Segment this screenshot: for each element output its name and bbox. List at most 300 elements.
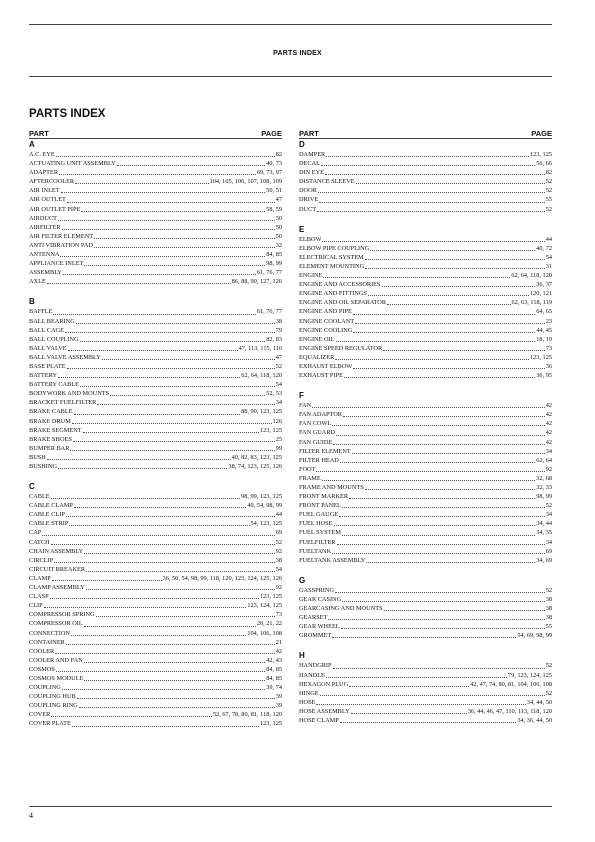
dot-leader <box>333 444 544 445</box>
index-entry <box>299 595 552 604</box>
index-entry <box>29 389 282 398</box>
index-entry <box>29 444 282 453</box>
index-entry <box>29 629 282 638</box>
entry-page-refs: 50 <box>275 214 282 222</box>
dot-leader <box>312 407 545 408</box>
dot-leader <box>340 462 535 463</box>
entry-part-name: HOSE ASSEMBLY <box>299 707 350 715</box>
entry-part-name: CABLE STRIP <box>29 520 69 528</box>
entry-part-name: BUMPER BAR <box>29 444 70 452</box>
index-entry <box>29 528 282 537</box>
entry-part-name: FUEL GAUGE <box>299 511 339 519</box>
dot-leader <box>61 192 266 193</box>
entry-page-refs: 34, 35 <box>536 529 552 537</box>
entry-part-name: ADAPTER <box>29 169 59 177</box>
dot-leader <box>60 256 265 257</box>
dot-leader <box>366 562 535 563</box>
entry-page-refs: 39, 74 <box>266 684 282 692</box>
dot-leader <box>317 211 545 212</box>
entry-page-refs: 123, 125 <box>259 426 282 434</box>
entry-page-refs: 52 <box>545 187 552 195</box>
index-entry <box>299 168 552 177</box>
index-entry <box>299 671 552 680</box>
index-entry <box>29 168 282 177</box>
index-entry <box>29 610 282 619</box>
index-entry <box>299 150 552 159</box>
entry-page-refs: 58, 59 <box>266 205 282 213</box>
entry-part-name: DOOR <box>299 187 317 195</box>
entry-page-refs: 123, 124, 125 <box>247 602 282 610</box>
entry-page-refs: 39 <box>275 693 282 701</box>
dot-leader <box>353 332 535 333</box>
section-letter: B <box>29 297 35 307</box>
entry-page-refs: 38, 74, 123, 125, 126 <box>228 463 282 470</box>
entry-part-name: CLAMP ASSEMBLY <box>29 584 85 592</box>
entry-page-refs: 42 <box>545 429 552 437</box>
entry-part-name: DECAL <box>299 160 320 168</box>
index-entry <box>29 556 282 565</box>
dot-leader <box>75 183 208 184</box>
dot-leader <box>328 619 544 620</box>
entry-page-refs: 120, 121 <box>529 290 552 298</box>
index-entry <box>299 631 552 640</box>
dot-leader <box>335 359 529 360</box>
entry-page-refs: 82 <box>275 151 282 158</box>
entry-part-name: BATTERY <box>29 372 57 380</box>
dot-leader <box>83 432 259 433</box>
index-entry <box>29 159 282 168</box>
dot-leader <box>76 323 275 324</box>
entry-part-name: GEARSET <box>299 614 328 622</box>
entry-part-name: FUEL HOSE <box>299 520 333 528</box>
dot-leader <box>318 192 545 193</box>
entry-page-refs: 42 <box>275 647 282 655</box>
entry-page-refs: 20, 21, 22 <box>256 620 282 628</box>
dot-leader <box>84 662 265 663</box>
entry-part-name: BALL BEARING <box>29 317 75 325</box>
entry-part-name: COMPRESSOR SPRING <box>29 611 95 619</box>
section-letter: A <box>29 140 35 149</box>
dot-leader <box>343 416 545 417</box>
dot-leader <box>319 202 544 203</box>
entry-part-name: FOOT <box>299 465 316 473</box>
index-entry <box>29 674 282 683</box>
index-entry <box>29 683 282 692</box>
dot-leader <box>349 686 469 687</box>
entry-part-name: COVER PLATE <box>29 720 71 728</box>
entry-page-refs: 42 <box>545 402 552 410</box>
index-entry <box>29 150 282 159</box>
dot-leader <box>326 156 529 157</box>
entry-page-refs: 42, 47, 74, 80, 81, 104, 106, 108 <box>470 680 552 688</box>
entry-page-refs: 34 <box>545 447 552 455</box>
entry-page-refs: 56, 66 <box>536 160 552 168</box>
dot-leader <box>387 304 510 305</box>
section-letter: E <box>299 224 305 234</box>
entry-page-refs: 126 <box>272 417 282 425</box>
dot-leader <box>323 277 510 278</box>
index-entry <box>29 335 282 344</box>
index-entry <box>299 438 552 447</box>
index-entry <box>299 707 552 716</box>
dot-leader <box>50 598 259 599</box>
index-entry <box>29 592 282 601</box>
entry-page-refs: 86, 88, 90, 127, 126 <box>231 278 282 286</box>
index-entry <box>299 661 552 670</box>
section-letter: H <box>299 651 305 661</box>
entry-page-refs: 79 <box>275 326 282 334</box>
entry-page-refs: 34 <box>275 399 282 407</box>
dot-leader <box>353 368 544 369</box>
entry-part-name: DAMPER <box>299 151 326 158</box>
dot-leader <box>96 616 275 617</box>
entry-page-refs: 34, 44 <box>536 520 552 528</box>
entry-page-refs: 62, 64 <box>536 456 552 464</box>
entry-page-refs: 54 <box>545 253 552 261</box>
entry-page-refs: 61, 76, 77 <box>256 308 282 316</box>
index-entry <box>29 583 282 592</box>
entry-part-name: CLIP <box>29 602 43 610</box>
entry-part-name: FILTER ELEMENT <box>299 447 351 455</box>
entry-page-refs: 44 <box>275 511 282 519</box>
entry-page-refs: 34 <box>545 511 552 519</box>
index-entry <box>29 519 282 528</box>
dot-leader <box>321 165 535 166</box>
index-entry <box>29 362 282 371</box>
dot-leader <box>72 423 272 424</box>
index-entry <box>29 371 282 380</box>
index-entry <box>299 401 552 410</box>
right-sections <box>299 140 552 725</box>
dot-leader <box>73 441 275 442</box>
index-entry <box>29 665 282 674</box>
index-entry <box>29 241 282 250</box>
entry-page-refs: 73 <box>545 344 552 352</box>
dot-leader <box>68 350 238 351</box>
dot-leader <box>53 314 255 315</box>
dot-leader <box>325 174 545 175</box>
dot-leader <box>72 726 259 727</box>
dot-leader <box>322 480 536 481</box>
index-entry <box>299 474 552 483</box>
index-entry <box>29 380 282 389</box>
index-entry <box>29 565 282 574</box>
entry-page-refs: 84, 85 <box>266 665 282 673</box>
footer-rule <box>29 806 552 807</box>
entry-part-name: HOSE <box>299 698 316 706</box>
dot-leader <box>353 314 535 315</box>
index-section <box>299 140 552 214</box>
entry-page-refs: 54 <box>275 381 282 389</box>
index-entry <box>299 244 552 253</box>
index-entry <box>299 492 552 501</box>
entry-page-refs: 82, 83 <box>266 335 282 343</box>
dot-leader <box>333 668 545 669</box>
dot-leader <box>66 644 275 645</box>
dot-leader <box>67 202 275 203</box>
index-entry <box>299 371 552 380</box>
index-entry <box>29 638 282 647</box>
entry-part-name: CLASP <box>29 593 49 601</box>
index-entry <box>29 710 282 719</box>
entry-part-name: FUEL SYSTEM <box>299 529 341 537</box>
dot-leader <box>74 414 241 415</box>
entry-part-name: BALL VALVE ASSEMBLY <box>29 353 101 361</box>
dot-leader <box>54 562 275 563</box>
entry-part-name: FRAME AND MOUNTS <box>299 484 364 491</box>
dot-leader <box>51 716 212 717</box>
entry-page-refs: 50 <box>275 223 282 231</box>
entry-part-name: CAP <box>29 529 42 537</box>
entry-part-name: GROMMET <box>299 632 332 640</box>
entry-part-name: BASE PLATE <box>29 362 66 370</box>
entry-part-name: FRAME <box>299 474 321 482</box>
entry-part-name: GEARCASING AND MOUNTS <box>299 605 383 613</box>
entry-part-name: DISTANCE SLEEVE <box>299 178 355 186</box>
entry-part-name: ELEMENT MOUNTING <box>299 262 365 270</box>
dot-leader <box>326 677 507 678</box>
entry-page-refs: 79, 123, 124, 125 <box>507 671 552 679</box>
dot-leader <box>332 637 516 638</box>
entry-part-name: AIR OUTLET <box>29 196 66 204</box>
entry-page-refs: 123, 125 <box>259 720 282 728</box>
entry-part-name: ENGINE AND ACCESSORIES <box>299 281 381 289</box>
index-entry <box>299 317 552 326</box>
dot-leader <box>84 553 275 554</box>
index-entry <box>29 574 282 583</box>
entry-page-refs: 44, 45 <box>536 326 552 334</box>
entry-page-refs: 52 <box>275 538 282 546</box>
entry-page-refs: 34, 69 <box>536 556 552 564</box>
dot-leader <box>94 238 275 239</box>
entry-page-refs: 92 <box>275 547 282 555</box>
entry-part-name: BRAKE CABLE <box>29 408 73 416</box>
entry-part-name: EQUALIZER <box>299 353 335 361</box>
entry-part-name: FRONT PANEL <box>299 502 341 510</box>
index-entry <box>29 501 282 510</box>
dot-leader <box>51 498 240 499</box>
entry-page-refs: 82 <box>545 169 552 177</box>
left-sections <box>29 140 282 729</box>
entry-part-name: FUELTANK <box>299 547 332 555</box>
dot-leader <box>355 323 545 324</box>
entry-page-refs: 55 <box>545 196 552 204</box>
entry-part-name: COMPRESSOR OIL <box>29 620 83 628</box>
entry-part-name: ACTUATING UNIT ASSEMBLY <box>29 160 116 168</box>
dot-leader <box>94 247 275 248</box>
index-entry <box>29 186 282 195</box>
dot-leader <box>320 695 545 696</box>
entry-page-refs: 61, 76, 77 <box>256 269 282 277</box>
index-entry <box>29 601 282 610</box>
dot-leader <box>342 601 545 602</box>
index-entry <box>29 453 282 462</box>
index-section <box>29 482 282 728</box>
entry-page-refs: 32 <box>275 241 282 249</box>
dot-leader <box>55 653 275 654</box>
entry-page-refs: 38 <box>275 556 282 564</box>
part-heading: PART <box>29 129 49 138</box>
dot-leader <box>344 377 535 378</box>
entry-page-refs: 123, 125 <box>529 151 552 158</box>
dot-leader <box>339 516 545 517</box>
index-section <box>299 651 552 725</box>
dot-leader <box>66 516 275 517</box>
index-entry <box>29 692 282 701</box>
index-entry <box>29 214 282 223</box>
index-entry <box>29 492 282 501</box>
index-entry <box>299 344 552 353</box>
dot-leader <box>365 259 545 260</box>
index-entry <box>299 271 552 280</box>
entry-page-refs: 38 <box>275 317 282 325</box>
dot-leader <box>356 183 545 184</box>
index-entry <box>299 519 552 528</box>
entry-page-refs: 123, 125 <box>529 353 552 361</box>
entry-part-name: AIRFILTER <box>29 223 61 231</box>
entry-page-refs: 34 <box>545 538 552 546</box>
index-entry <box>299 307 552 316</box>
entry-part-name: COOLER AND FAN <box>29 656 83 664</box>
entry-page-refs: 98, 99 <box>266 260 282 268</box>
index-entry <box>29 547 282 556</box>
entry-part-name: FUELFILTER <box>299 538 336 546</box>
index-entry <box>299 556 552 565</box>
index-entry <box>299 547 552 556</box>
dot-leader <box>84 265 265 266</box>
page-heading: PAGE <box>261 129 282 138</box>
dot-leader <box>335 592 545 593</box>
index-entry <box>29 398 282 407</box>
dot-leader <box>52 580 162 581</box>
index-entry <box>299 298 552 307</box>
index-entry <box>299 177 552 186</box>
entry-page-refs: 104, 105, 106, 107, 108, 109 <box>209 178 282 186</box>
running-header: PARTS INDEX <box>273 50 322 57</box>
dot-leader <box>368 295 529 296</box>
entry-page-refs: 52, 53 <box>266 390 282 398</box>
entry-part-name: BRAKE SHOES <box>29 435 72 443</box>
entry-part-name: ENGINE SPEED REGULATOR <box>299 344 383 352</box>
index-entry <box>299 195 552 204</box>
entry-part-name: COSMOS MODULE <box>29 674 84 682</box>
entry-part-name: ASSEMBLY <box>29 269 62 277</box>
entry-part-name: FAN <box>299 402 312 410</box>
section-letter: D <box>299 140 305 149</box>
entry-page-refs: 42 <box>545 438 552 446</box>
dot-leader <box>370 250 535 251</box>
entry-page-refs: 42 <box>545 411 552 419</box>
dot-leader <box>56 156 275 157</box>
dot-leader <box>110 395 265 396</box>
entry-page-refs: 84, 85 <box>266 251 282 259</box>
dot-leader <box>322 241 544 242</box>
entry-page-refs: 44 <box>545 235 552 243</box>
index-entry <box>29 647 282 656</box>
index-section <box>29 297 282 471</box>
entry-page-refs: 18, 19 <box>536 335 552 343</box>
column-header <box>299 129 552 139</box>
index-section <box>299 225 552 381</box>
entry-page-refs: 40, 73 <box>266 160 282 168</box>
dot-leader <box>365 268 545 269</box>
entry-page-refs: 47 <box>275 196 282 204</box>
dot-leader <box>337 544 545 545</box>
index-entry <box>299 528 552 537</box>
entry-page-refs: 52 <box>275 362 282 370</box>
index-entry <box>29 701 282 710</box>
entry-part-name: BALL CAGE <box>29 326 64 334</box>
entry-page-refs: 52 <box>545 205 552 213</box>
entry-page-refs: 92 <box>545 465 552 473</box>
entry-page-refs: 34, 36, 44, 50 <box>517 716 552 724</box>
dot-leader <box>63 274 256 275</box>
entry-page-refs: 73 <box>275 611 282 619</box>
index-entry <box>29 510 282 519</box>
entry-part-name: BRACKET FUELFILTER <box>29 399 97 407</box>
dot-leader <box>77 698 275 699</box>
index-entry <box>299 465 552 474</box>
index-entry <box>29 462 282 471</box>
dot-leader <box>44 607 247 608</box>
dot-leader <box>365 489 536 490</box>
index-entry <box>299 456 552 465</box>
index-entry <box>299 289 552 298</box>
index-entry <box>29 344 282 353</box>
entry-part-name: AIR FILTER ELEMENT <box>29 232 94 240</box>
entry-page-refs: 104, 106, 108 <box>247 629 282 637</box>
top-rule <box>29 24 552 25</box>
entry-page-refs: 31 <box>545 262 552 270</box>
dot-leader <box>80 341 266 342</box>
entry-part-name: AIR INLET <box>29 187 60 195</box>
index-entry <box>299 698 552 707</box>
entry-part-name: FAN GUARD <box>299 429 336 437</box>
header-rule <box>29 76 552 77</box>
entry-part-name: BUSHING <box>29 463 57 470</box>
entry-page-refs: 21 <box>275 638 282 646</box>
index-entry <box>299 253 552 262</box>
index-section <box>299 391 552 565</box>
entry-part-name: CONTAINER <box>29 638 65 646</box>
section-letter: F <box>299 391 304 401</box>
index-entry <box>299 680 552 689</box>
entry-part-name: ENGINE AND OIL SEPARATOR <box>299 299 387 307</box>
index-entry <box>299 604 552 613</box>
entry-part-name: ENGINE COOLING <box>299 326 353 334</box>
entry-page-refs: 123, 125 <box>259 593 282 601</box>
entry-part-name: ENGINE COOLANT <box>299 317 355 325</box>
entry-page-refs: 98, 99, 123, 125 <box>241 493 282 501</box>
index-entry <box>29 619 282 628</box>
dot-leader <box>70 450 274 451</box>
entry-page-refs: 98, 99 <box>536 493 552 501</box>
page-title: PARTS INDEX <box>29 108 106 120</box>
entry-part-name: BAFFLE <box>29 308 53 316</box>
entry-page-refs: 52 <box>545 662 552 670</box>
entry-page-refs: 62, 64, 118, 120 <box>241 372 282 380</box>
index-entry <box>299 362 552 371</box>
entry-page-refs: 36, 50, 54, 98, 99, 118, 120, 123, 124, 125, 126 <box>162 574 282 582</box>
entry-part-name: CHAIN ASSEMBLY <box>29 547 84 555</box>
index-entry <box>299 326 552 335</box>
dot-leader <box>81 211 265 212</box>
entry-part-name: COSMOS <box>29 665 55 673</box>
entry-part-name: BUSH <box>29 453 46 461</box>
dot-leader <box>62 229 275 230</box>
dot-leader <box>80 386 275 387</box>
entry-page-refs: 42 <box>545 420 552 428</box>
